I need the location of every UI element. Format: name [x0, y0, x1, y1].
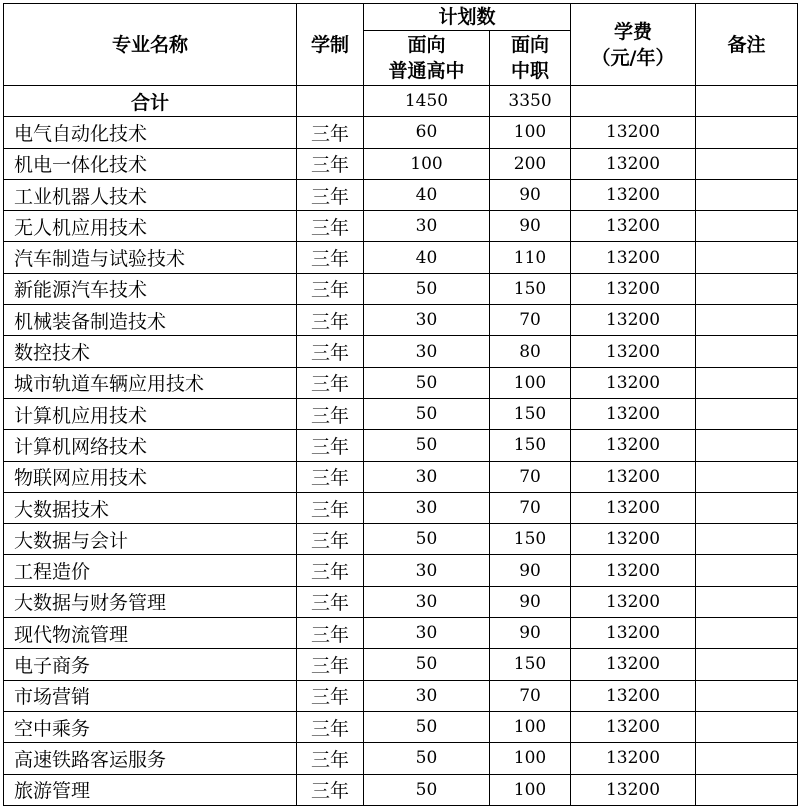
duration: 三年 [297, 117, 364, 148]
major-name: 大数据与财务管理 [4, 586, 297, 617]
remarks [696, 179, 798, 210]
major-name: 工业机器人技术 [4, 179, 297, 210]
remarks [696, 555, 798, 586]
vocational-count: 70 [490, 492, 571, 523]
duration: 三年 [297, 649, 364, 680]
tuition-fee: 13200 [571, 586, 696, 617]
duration: 三年 [297, 618, 364, 649]
remarks [696, 680, 798, 711]
major-name: 工程造价 [4, 555, 297, 586]
remarks [696, 461, 798, 492]
tuition-fee: 13200 [571, 743, 696, 774]
remarks [696, 305, 798, 336]
major-name: 机械装备制造技术 [4, 305, 297, 336]
major-name: 电子商务 [4, 649, 297, 680]
total-row [4, 86, 798, 117]
vocational-count: 100 [490, 367, 571, 398]
vocational-count: 90 [490, 586, 571, 617]
major-name: 大数据技术 [4, 492, 297, 523]
remarks [696, 743, 798, 774]
general-hs-count: 40 [364, 179, 490, 210]
table-row [4, 743, 798, 774]
total-fee [571, 86, 696, 117]
tuition-fee: 13200 [571, 774, 696, 805]
major-name: 计算机网络技术 [4, 430, 297, 461]
duration: 三年 [297, 430, 364, 461]
remarks [696, 336, 798, 367]
remarks [696, 618, 798, 649]
duration: 三年 [297, 179, 364, 210]
header-general-hs: 面向 普通高中 [364, 31, 490, 86]
vocational-count: 100 [490, 743, 571, 774]
tuition-fee: 13200 [571, 398, 696, 429]
vocational-count: 70 [490, 305, 571, 336]
major-name: 空中乘务 [4, 711, 297, 742]
tuition-fee: 13200 [571, 336, 696, 367]
tuition-fee: 13200 [571, 273, 696, 304]
duration: 三年 [297, 680, 364, 711]
total-vocational: 3350 [490, 86, 571, 117]
table-row [4, 430, 798, 461]
major-name: 计算机应用技术 [4, 398, 297, 429]
tuition-fee: 13200 [571, 117, 696, 148]
header-plan: 计划数 [364, 4, 571, 31]
duration: 三年 [297, 555, 364, 586]
major-name: 无人机应用技术 [4, 211, 297, 242]
duration: 三年 [297, 461, 364, 492]
tuition-fee: 13200 [571, 555, 696, 586]
vocational-count: 200 [490, 148, 571, 179]
general-hs-count: 60 [364, 117, 490, 148]
enrollment-plan-table [3, 3, 798, 806]
table-row [4, 774, 798, 805]
table-row [4, 305, 798, 336]
general-hs-count: 30 [364, 555, 490, 586]
table-row [4, 273, 798, 304]
remarks [696, 774, 798, 805]
vocational-count: 100 [490, 774, 571, 805]
vocational-count: 150 [490, 430, 571, 461]
general-hs-count: 100 [364, 148, 490, 179]
general-hs-count: 50 [364, 774, 490, 805]
major-name: 新能源汽车技术 [4, 273, 297, 304]
vocational-count: 100 [490, 117, 571, 148]
table-row [4, 618, 798, 649]
total-general-hs: 1450 [364, 86, 490, 117]
table-row [4, 179, 798, 210]
duration: 三年 [297, 273, 364, 304]
remarks [696, 586, 798, 617]
remarks [696, 711, 798, 742]
general-hs-count: 30 [364, 211, 490, 242]
major-name: 城市轨道车辆应用技术 [4, 367, 297, 398]
table-row [4, 117, 798, 148]
vocational-count: 110 [490, 242, 571, 273]
general-hs-count: 50 [364, 711, 490, 742]
general-hs-count: 50 [364, 430, 490, 461]
major-name: 汽车制造与试验技术 [4, 242, 297, 273]
general-hs-count: 50 [364, 743, 490, 774]
general-hs-count: 30 [364, 461, 490, 492]
remarks [696, 273, 798, 304]
table-row [4, 211, 798, 242]
remarks [696, 148, 798, 179]
major-name: 市场营销 [4, 680, 297, 711]
vocational-count: 150 [490, 524, 571, 555]
duration: 三年 [297, 524, 364, 555]
tuition-fee: 13200 [571, 148, 696, 179]
major-name: 现代物流管理 [4, 618, 297, 649]
remarks [696, 430, 798, 461]
duration: 三年 [297, 211, 364, 242]
general-hs-count: 30 [364, 336, 490, 367]
general-hs-count: 40 [364, 242, 490, 273]
duration: 三年 [297, 492, 364, 523]
table-row [4, 398, 798, 429]
header-duration: 学制 [297, 4, 364, 86]
vocational-count: 150 [490, 273, 571, 304]
major-name: 高速铁路客运服务 [4, 743, 297, 774]
table-row [4, 461, 798, 492]
general-hs-count: 50 [364, 367, 490, 398]
remarks [696, 242, 798, 273]
major-name: 数控技术 [4, 336, 297, 367]
tuition-fee: 13200 [571, 179, 696, 210]
duration: 三年 [297, 305, 364, 336]
major-name: 电气自动化技术 [4, 117, 297, 148]
remarks [696, 398, 798, 429]
header-fee: 学费 （元/年） [571, 4, 696, 86]
tuition-fee: 13200 [571, 430, 696, 461]
duration: 三年 [297, 774, 364, 805]
vocational-count: 100 [490, 711, 571, 742]
duration: 三年 [297, 336, 364, 367]
general-hs-count: 50 [364, 273, 490, 304]
vocational-count: 90 [490, 555, 571, 586]
tuition-fee: 13200 [571, 492, 696, 523]
tuition-fee: 13200 [571, 242, 696, 273]
table-row [4, 649, 798, 680]
major-name: 旅游管理 [4, 774, 297, 805]
remarks [696, 649, 798, 680]
table-row [4, 148, 798, 179]
header-remarks: 备注 [696, 4, 798, 86]
duration: 三年 [297, 148, 364, 179]
general-hs-count: 30 [364, 492, 490, 523]
tuition-fee: 13200 [571, 305, 696, 336]
table-row [4, 492, 798, 523]
vocational-count: 90 [490, 179, 571, 210]
header-major: 专业名称 [4, 4, 297, 86]
remarks [696, 211, 798, 242]
tuition-fee: 13200 [571, 211, 696, 242]
vocational-count: 90 [490, 618, 571, 649]
general-hs-count: 30 [364, 680, 490, 711]
general-hs-count: 30 [364, 618, 490, 649]
vocational-count: 150 [490, 398, 571, 429]
general-hs-count: 30 [364, 586, 490, 617]
vocational-count: 90 [490, 211, 571, 242]
duration: 三年 [297, 711, 364, 742]
general-hs-count: 30 [364, 305, 490, 336]
table-row [4, 680, 798, 711]
tuition-fee: 13200 [571, 649, 696, 680]
total-duration [297, 86, 364, 117]
tuition-fee: 13200 [571, 711, 696, 742]
tuition-fee: 13200 [571, 524, 696, 555]
table-row [4, 524, 798, 555]
header-vocational: 面向 中职 [490, 31, 571, 86]
vocational-count: 80 [490, 336, 571, 367]
table-row [4, 336, 798, 367]
duration: 三年 [297, 242, 364, 273]
table-row [4, 555, 798, 586]
general-hs-count: 50 [364, 649, 490, 680]
duration: 三年 [297, 586, 364, 617]
remarks [696, 367, 798, 398]
general-hs-count: 50 [364, 398, 490, 429]
duration: 三年 [297, 398, 364, 429]
general-hs-count: 50 [364, 524, 490, 555]
duration: 三年 [297, 743, 364, 774]
remarks [696, 524, 798, 555]
table-row [4, 242, 798, 273]
remarks [696, 492, 798, 523]
table-row [4, 711, 798, 742]
table-row [4, 586, 798, 617]
total-remarks [696, 86, 798, 117]
major-name: 机电一体化技术 [4, 148, 297, 179]
tuition-fee: 13200 [571, 680, 696, 711]
vocational-count: 150 [490, 649, 571, 680]
vocational-count: 70 [490, 680, 571, 711]
remarks [696, 117, 798, 148]
tuition-fee: 13200 [571, 461, 696, 492]
vocational-count: 70 [490, 461, 571, 492]
table-row [4, 367, 798, 398]
tuition-fee: 13200 [571, 367, 696, 398]
major-name: 物联网应用技术 [4, 461, 297, 492]
major-name: 大数据与会计 [4, 524, 297, 555]
duration: 三年 [297, 367, 364, 398]
tuition-fee: 13200 [571, 618, 696, 649]
total-label: 合计 [4, 86, 297, 117]
